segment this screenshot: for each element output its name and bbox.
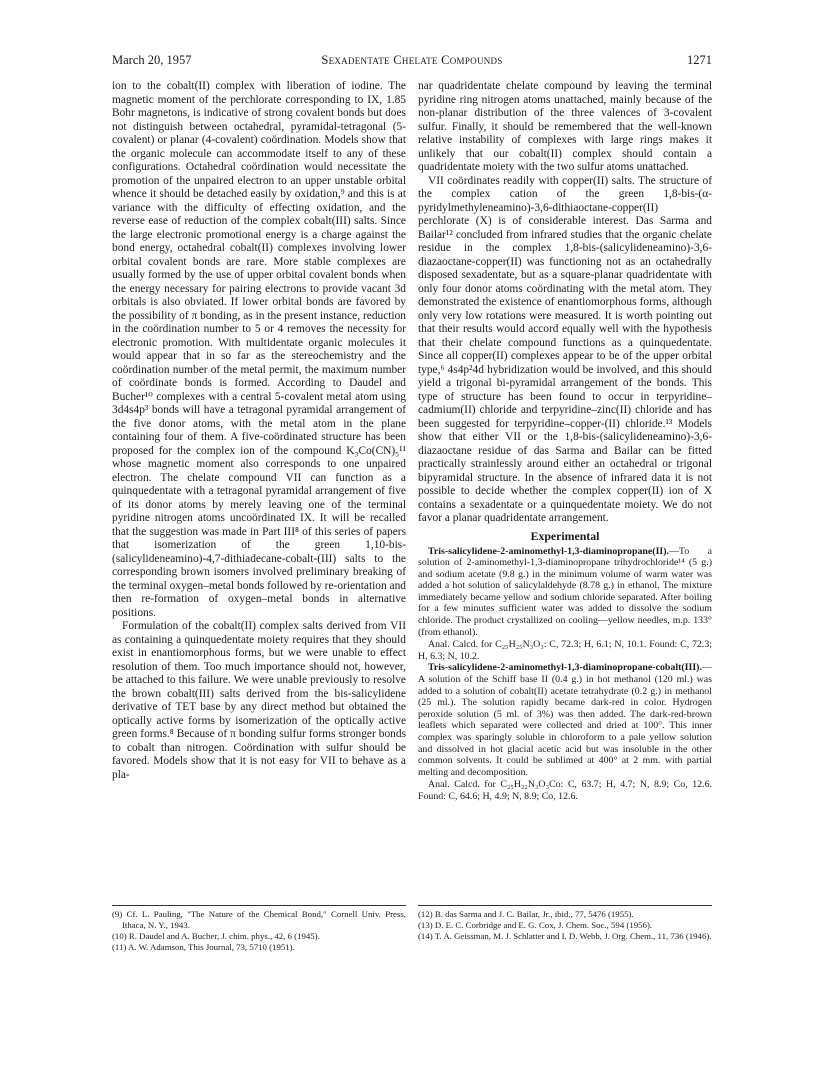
body-paragraph: ion to the cobalt(II) complex with liberation of iodine. The magnetic moment of the perchlorate corresponding to IX, 1.85 Bohr magnetons, is indicative of strong covalent bonds but does not distinguish between octahedral, pyramidal-tetragonal (5-covalent) or planar (4-covalent) coördination. Models show that the organic molecule can accommodate itself to any of these configurations. Octahedral coördination would necessitate the promotion of the unpaired electron to an upper unstable orbital whence it should be detached easily by oxidation,⁹ and this is at variance with the difficulty of effecting oxidation, and the reverse ease of reduction of the complex cobalt(III) salts. Since the large electronic promotional energy is a charge against the bond energy, octahedral cobalt(II) complexes involving lower orbital covalent bonds are rare. More stable complexes are usually formed by the use of upper orbital covalent bonds when the energy necessary for pairing electrons to provide vacant 3d orbitals is also obviated. If lower orbital bonds are favored by the possibility of π bonding, as in the present instance, reduction in the coördination number to 5 or 4 removes the necessity for electronic promotion. With multidentate organic molecules it would appear that in so far as the stereochemistry and the coördination number of the metal permit, the maximum number of coördinate bonds is formed. According to Daudel and Bucher¹⁰ complexes with a central 5-covalent metal atom using 3d4s4p³ bonds will have a tetragonal pyramidal arrangement of the five donor atoms, with the metal atom in the plane containing four of them. A five-coördinated structure has been proposed for the complex ion of the compound K₃Co(CN)₅¹¹ whose magnetic moment also corresponds to one unpaired electron. The chelate compound VII can function as a quinquedentate with a tetragonal pyramidal arrangement of five of its donor atoms by merely leaving one of the terminal pyridine nitrogen atoms uncoördinated IX. It will be recalled that the suggestion was made in Part III⁸ of this series of papers that isomerization of the green 1,10-bis-(salicylideneamino)-4,7-dithiadecane-cobalt-(III) salts to the corresponding brown isomers involved preliminary breaking of the terminal oxygen–metal bonds followed by re-orientation and then re-formation of oxygen–metal bonds in alternative positions. bbox=[112, 80, 406, 619]
page-number: 1271 bbox=[687, 53, 712, 67]
footnote: (10) R. Daudel and A. Bucher, J. chim. phys., 42, 6 (1945). bbox=[112, 931, 320, 941]
right-column bbox=[418, 80, 712, 803]
footnote: (13) D. E. C. Corbridge and E. G. Cox, J. Chem. Soc., 594 (1956). bbox=[418, 920, 653, 930]
left-column bbox=[112, 80, 406, 782]
body-paragraph: Formulation of the cobalt(II) complex salts derived from VII as containing a quinquedentate moiety requires that they should exist in enantiomorphous forms, but we were unable to effect resolution of them. Too much importance should not, however, be attached to this failure. We were unable previously to resolve the brown cobalt(III) salts derived from the bis-salicylidene derivative of TET base by any direct method but obtained the optically active forms by isomerization of the optically active green forms.⁸ Because of π bonding sulfur forms stronger bonds to cobalt than nitrogen. Coördination with sulfur should be favored. Models show that it is not easy for VII to behave as a pla- bbox=[112, 620, 406, 781]
body-paragraph: nar quadridentate chelate compound by leaving the terminal pyridine ring nitrogen atoms unattached, mainly because of the non-planar distribution of the three valences of 3-covalent sulfur. Finally, it should be remembered that the well-known relative instability of complexes with large rings makes it unlikely that our cobalt(II) complex should contain a quadridentate moiety with the two sulfur atoms unattached. bbox=[418, 80, 712, 173]
compound-title: Tris-salicylidene-2-aminomethyl-1,3-diaminopropane-cobalt(III). bbox=[428, 662, 702, 674]
footnotes-left bbox=[112, 905, 406, 953]
analysis-line: Anal. Calcd. for C₂₅H₂₅N₃O₃: C, 72.3; H, 6.1; N, 10.1. Found: C, 72.3; H, 6.3; N, 10.2. bbox=[418, 639, 712, 662]
footnotes-right bbox=[418, 905, 712, 942]
procedure-text: —To a solution of 2-aminomethyl-1,3-diaminopropane trihydrochloride¹⁴ (5 g.) and sodium acetate (9.8 g.) in the minimum volume of warm water was added a hot solution of salicylaldehyde (8.78 g.) in ethanol. The mixture immediately became yellow and sodium chloride separated. After boiling for a few minutes sufficient water was added to dissolve the sodium chloride. The product crystallized on cooling—yellow needles, m.p. 133° (from ethanol). bbox=[418, 545, 712, 638]
running-header bbox=[112, 53, 712, 69]
compound-title: Tris-salicylidene-2-aminomethyl-1,3-diaminopropane(II). bbox=[428, 545, 670, 557]
experimental-section bbox=[418, 546, 712, 803]
footnote: (11) A. W. Adamson, This Journal, 73, 5710 (1951). bbox=[112, 942, 295, 952]
header-date: March 20, 1957 bbox=[112, 53, 192, 67]
procedure-text: —A solution of the Schiff base II (0.4 g.) in hot methanol (120 ml.) was added to a solution of cobalt(II) acetate tetrahydrate (0.2 g.) in methanol (25 ml.). The solution rapidly became dark-red in color. Hydrogen peroxide solution (5 ml. of 3%) was then added. The dark-red-brown leaflets which separated were collected and dried at 100°. This inner complex was sparingly soluble in chloroform to a pale yellow solution and dissolved in hot glacial acetic acid but was insoluble in the other common solvents. It could be sublimed at 400° at 2 mm. with partial melting and decomposition. bbox=[418, 662, 712, 778]
analysis-line: Anal. Calcd. for C₂₅H₂₂N₃O₃Co: C, 63.7; H, 4.7; N, 8.9; Co, 12.6. Found: C, 64.6; H, 4.9; N, 8.9; Co, 12.6. bbox=[418, 779, 712, 802]
experimental-entry bbox=[418, 546, 712, 639]
footnote-rule bbox=[112, 905, 406, 906]
footnote: (14) T. A. Geissman, M. J. Schlatter and I. D. Webb, J. Org. Chem., 11, 736 (1946). bbox=[418, 931, 712, 941]
section-heading-experimental: Experimental bbox=[530, 528, 600, 543]
footnote-rule bbox=[418, 905, 712, 906]
footnote: (12) B. das Sarma and J. C. Bailar, Jr., ibid., 77, 5476 (1955). bbox=[418, 909, 634, 919]
header-title: Sexadentate Chelate Compounds bbox=[321, 53, 503, 67]
footnote: (9) Cf. L. Pauling, "The Nature of the Chemical Bond," Cornell Univ. Press, Ithaca, N. Y., 1943. bbox=[112, 909, 406, 930]
experimental-entry bbox=[418, 662, 712, 778]
body-paragraph: VII coördinates readily with copper(II) salts. The structure of the complex cation of the green 1,8-bis-(α-pyridylmethyleneamino)-3,6-dithiaoctane-copper(II) perchlorate (X) is of considerable interest. Das Sarma and Bailar¹² concluded from infrared studies that the organic chelate residue in the complex 1,8-bis-(salicylideneamino)-3,6-diazaoctane-copper(II) was functioning not as an octahedrally disposed sexadentate, but as a square-planar quadridentate with only four donor atoms coördinating with the metal atom. They demonstrated the existence of enantiomorphous forms, although only very low rotations were measured. It is worth pointing out that their results would accord equally well with the hypothesis that their chelate compound functions as a quinquedentate. Since all copper(II) complexes appear to be of the upper orbital type,⁶ 4s4p²4d hybridization would be involved, and this should yield a trigonal bi-pyramidal arrangement of the bonds. This type of structure has been found to occur in terpyridine–cadmium(II) chloride and terpyridine–zinc(II) chloride and has been suggested for terpyridine–copper-(II) chloride.¹³ Models show that either VII or the 1,8-bis-(salicylideneamino)-3,6-diazaoctane residue of das Sarma and Bailar can be fitted practically strainlessly around either an octahedral or trigonal bipyramidal structure. In the absence of infrared data it is not possible to decide whether the complex copper(II) ion of X contains a sexadentate or a quinquedentate moiety. We do not favor a planar quadridentate arrangement. bbox=[418, 174, 712, 524]
